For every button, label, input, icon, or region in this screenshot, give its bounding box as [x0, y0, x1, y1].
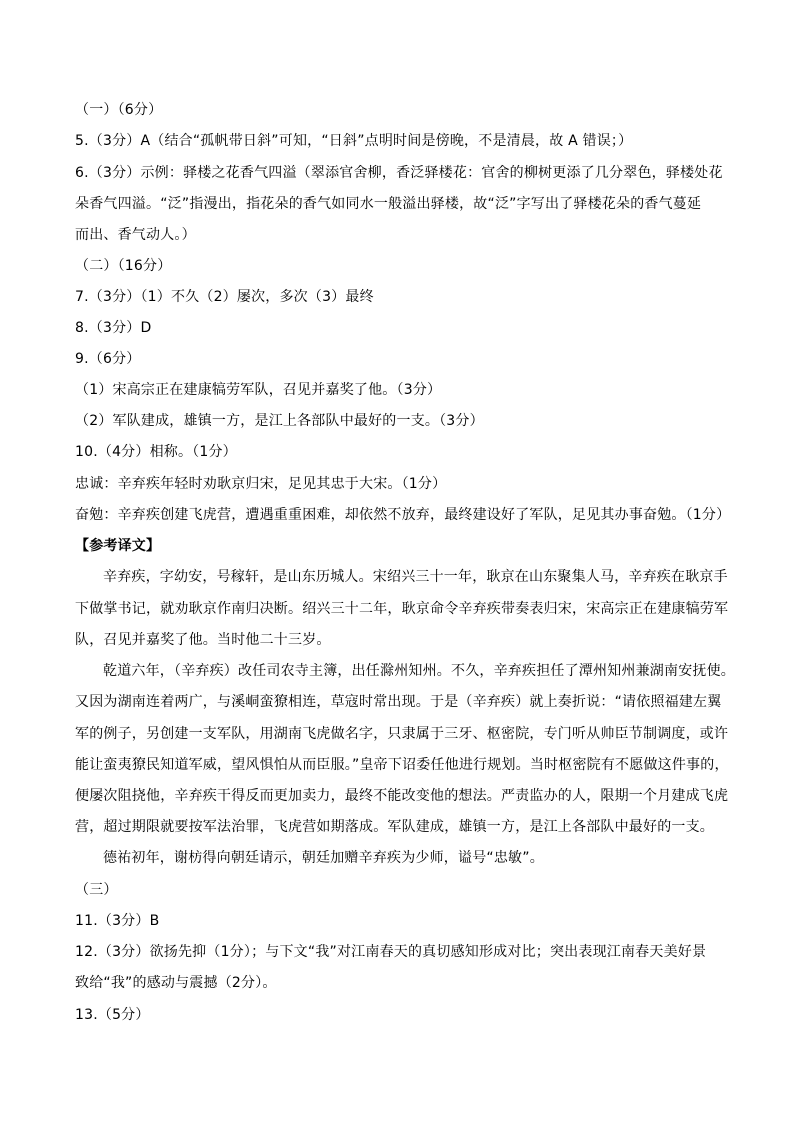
translation-p2-line-5: 便屡次阻挠他，辛弃疾干得反而更加卖力，最终不能改变他的想法。严责监办的人，限期一个月建成飞虎 — [75, 788, 729, 804]
translation-p2-line-4: 能让蛮夷獠民知道军威，望风惧怕从而臣服。”皇帝下诏委任他进行规划。当时枢密院有不愿做这件事的， — [75, 757, 729, 773]
answer-8: 8.（3分）D — [75, 320, 152, 336]
answer-6-line-2: 朵香气四溢。“泛”指漫出，指花朵的香气如同水一般溢出驿楼，故“泛”字写出了驿楼花朵的香气蔓延 — [75, 196, 702, 212]
answer-7: 7.（3分）（1）不久（2）屡次，多次（3）最终 — [75, 289, 374, 305]
answer-5: 5.（3分）A（结合“孤帆带日斜”可知，“日斜”点明时间是傍晚，不是清晨，故 A 错误；） — [75, 133, 633, 149]
answer-12-line-1: 12.（3分）欲扬先抑（1分）；与下文“我”对江南春天的真切感知形成对比；突出表现江南春天美好景 — [75, 944, 707, 960]
translation-p2-line-6: 营，超过期限就要按军法治罪，飞虎营如期落成。军队建成，雄镇一方，是江上各部队中最好的一支。 — [75, 819, 714, 835]
answer-13-heading: 13.（5分） — [75, 1007, 150, 1023]
answer-10-heading: 10.（4分）相称。（1分） — [75, 444, 237, 460]
translation-p1-line-2: 下做掌书记，就劝耿京作南归决断。绍兴三十二年，耿京命令辛弃疾带奏表归宋，宋高宗正在建康犒劳军 — [75, 601, 729, 617]
answer-9-part-2: （2）军队建成，雄镇一方，是江上各部队中最好的一支。（3分） — [75, 413, 484, 429]
answer-9-part-1: （1）宋高宗正在建康犒劳军队，召见并嘉奖了他。（3分） — [75, 382, 442, 398]
section-1-heading: （一）（6分） — [75, 102, 163, 118]
translation-p2-line-3: 军的例子，另创建一支军队，用湖南飞虎做名字，只隶属于三牙、枢密院，专门听从帅臣节制调度，或许 — [75, 726, 729, 742]
translation-p2-line-1: 乾道六年，（辛弃疾）改任司农寺主簿，出任滁州知州。不久，辛弃疾担任了潭州知州兼湖南安抚使。 — [103, 663, 735, 679]
translation-p2-line-2: 又因为湖南连着两广，与溪峒蛮獠相连，草寇时常出现。于是（辛弃疾）就上奏折说：“请依照福建左翼 — [75, 694, 722, 710]
answer-6-line-1: 6.（3分）示例：驿楼之花香气四溢（翠添官舍柳，香泛驿楼花：官舍的柳树更添了几分翠色，驿楼处花 — [75, 165, 723, 181]
answer-10-loyalty: 忠诚：辛弃疾年轻时劝耿京归宋，足见其忠于大宋。（1分） — [75, 476, 447, 492]
answer-9-heading: 9.（6分） — [75, 351, 141, 367]
section-3-heading: （三） — [75, 882, 118, 898]
translation-p3-line-1: 德祐初年，谢枋得向朝廷请示，朝廷加赠辛弃疾为少师，谥号“忠敏”。 — [103, 850, 544, 866]
answer-12-line-2: 致给“我”的感动与震撼（2分）。 — [75, 975, 277, 991]
translation-heading: 【参考译文】 — [75, 538, 161, 554]
section-2-heading: （二）（16分） — [75, 258, 172, 274]
answer-6-line-3: 而出、香气动人。） — [75, 227, 196, 243]
translation-p1-line-3: 队，召见并嘉奖了他。当时他二十三岁。 — [75, 632, 331, 648]
answer-10-diligence: 奋勉：辛弃疾创建飞虎营，遭遇重重困难，却依然不放弃，最终建设好了军队，足见其办事奋勉。（1分） — [75, 507, 731, 523]
answer-11: 11.（3分）B — [75, 913, 160, 929]
translation-p1-line-1: 辛弃疾，字幼安，号稼轩，是山东历城人。宋绍兴三十一年，耿京在山东聚集人马，辛弃疾在耿京手 — [103, 569, 728, 585]
